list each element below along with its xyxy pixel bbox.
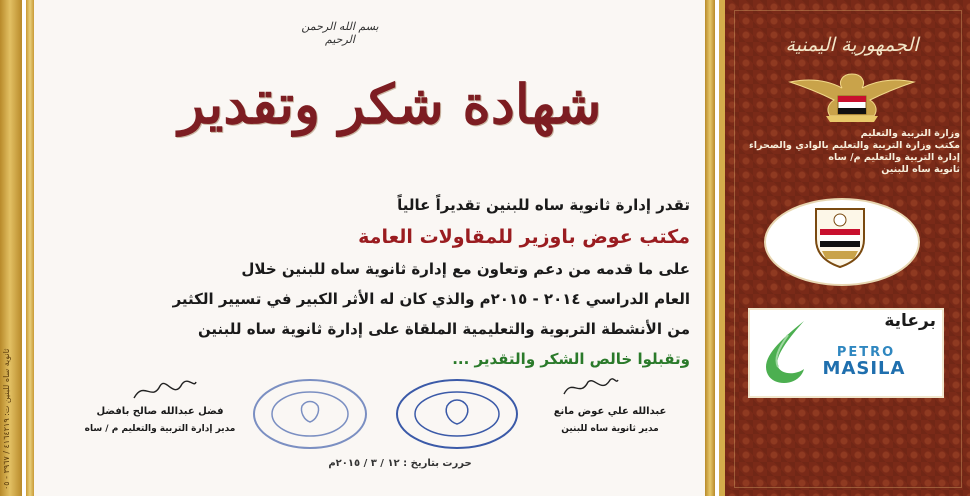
honoree-name: مكتب عوض باوزير للمقاولات العامة bbox=[358, 226, 690, 248]
issue-date: حررت بتاريخ : ١٢ / ٣ / ٢٠١٥م bbox=[328, 458, 472, 469]
left-signature-scribble bbox=[130, 372, 200, 406]
body-line-closing: وتقبلوا خالص الشكر والتقدير ... bbox=[452, 350, 690, 368]
sponsor-label: برعاية bbox=[884, 311, 936, 331]
right-gold-border bbox=[705, 0, 715, 496]
eagle-emblem-icon bbox=[782, 66, 922, 124]
ministry-line: وزارة التربية والتعليم bbox=[860, 128, 960, 139]
left-inner-gold-border bbox=[26, 0, 34, 496]
right-official-stamp-icon bbox=[392, 376, 522, 452]
ministry-shield-logo-icon bbox=[808, 205, 872, 269]
left-signatory-title: مدير إدارة التربية والتعليم م / ساه bbox=[84, 424, 236, 434]
left-official-stamp-icon bbox=[250, 376, 370, 452]
right-signature-scribble bbox=[560, 372, 620, 402]
sponsor-name-bottom: MASILA bbox=[822, 358, 906, 379]
body-line-4: العام الدراسي ٢٠١٤ - ٢٠١٥م والذي كان له الأثر الكبير في تسيير الكثير bbox=[172, 290, 690, 308]
ministry-text-block bbox=[735, 128, 960, 176]
certificate-title: شهادة شكر وتقدير bbox=[178, 72, 602, 136]
right-signatory-name: عبدالله علي عوض مانع bbox=[553, 406, 667, 417]
right-signatory-title: مدير ثانوية ساه للبنين bbox=[561, 424, 659, 434]
republic-heading: الجمهورية اليمنية bbox=[785, 34, 919, 56]
body-line-3: على ما قدمه من دعم وتعاون مع إدارة ثانوية ساه للبنين خلال bbox=[241, 260, 690, 278]
ministry-line: مكتب وزارة التربية والتعليم بالوادي والصحراء bbox=[748, 140, 960, 151]
ministry-line: ثانوية ساه للبنين bbox=[881, 164, 960, 175]
basmala: بسم الله الرحمن الرحيم bbox=[301, 20, 379, 46]
left-strip-text: ثانوية ساه للبنين ت: ٤١٦٤٢١٩ / ٣٩٦٧ - ٠٥ bbox=[2, 348, 11, 490]
sponsor-name-top: PETRO bbox=[836, 345, 896, 360]
body-line-1: تقدر إدارة ثانوية ساه للبنين تقديراً عالياً bbox=[397, 196, 690, 214]
body-line-5: من الأنشطة التربوية والتعليمية الملقاة على إدارة ثانوية ساه للبنين bbox=[197, 320, 690, 338]
left-signatory-name: فضل عبدالله صالح بافضل bbox=[96, 406, 224, 417]
ministry-line: إدارة التربية والتعليم م/ ساه bbox=[828, 152, 960, 163]
